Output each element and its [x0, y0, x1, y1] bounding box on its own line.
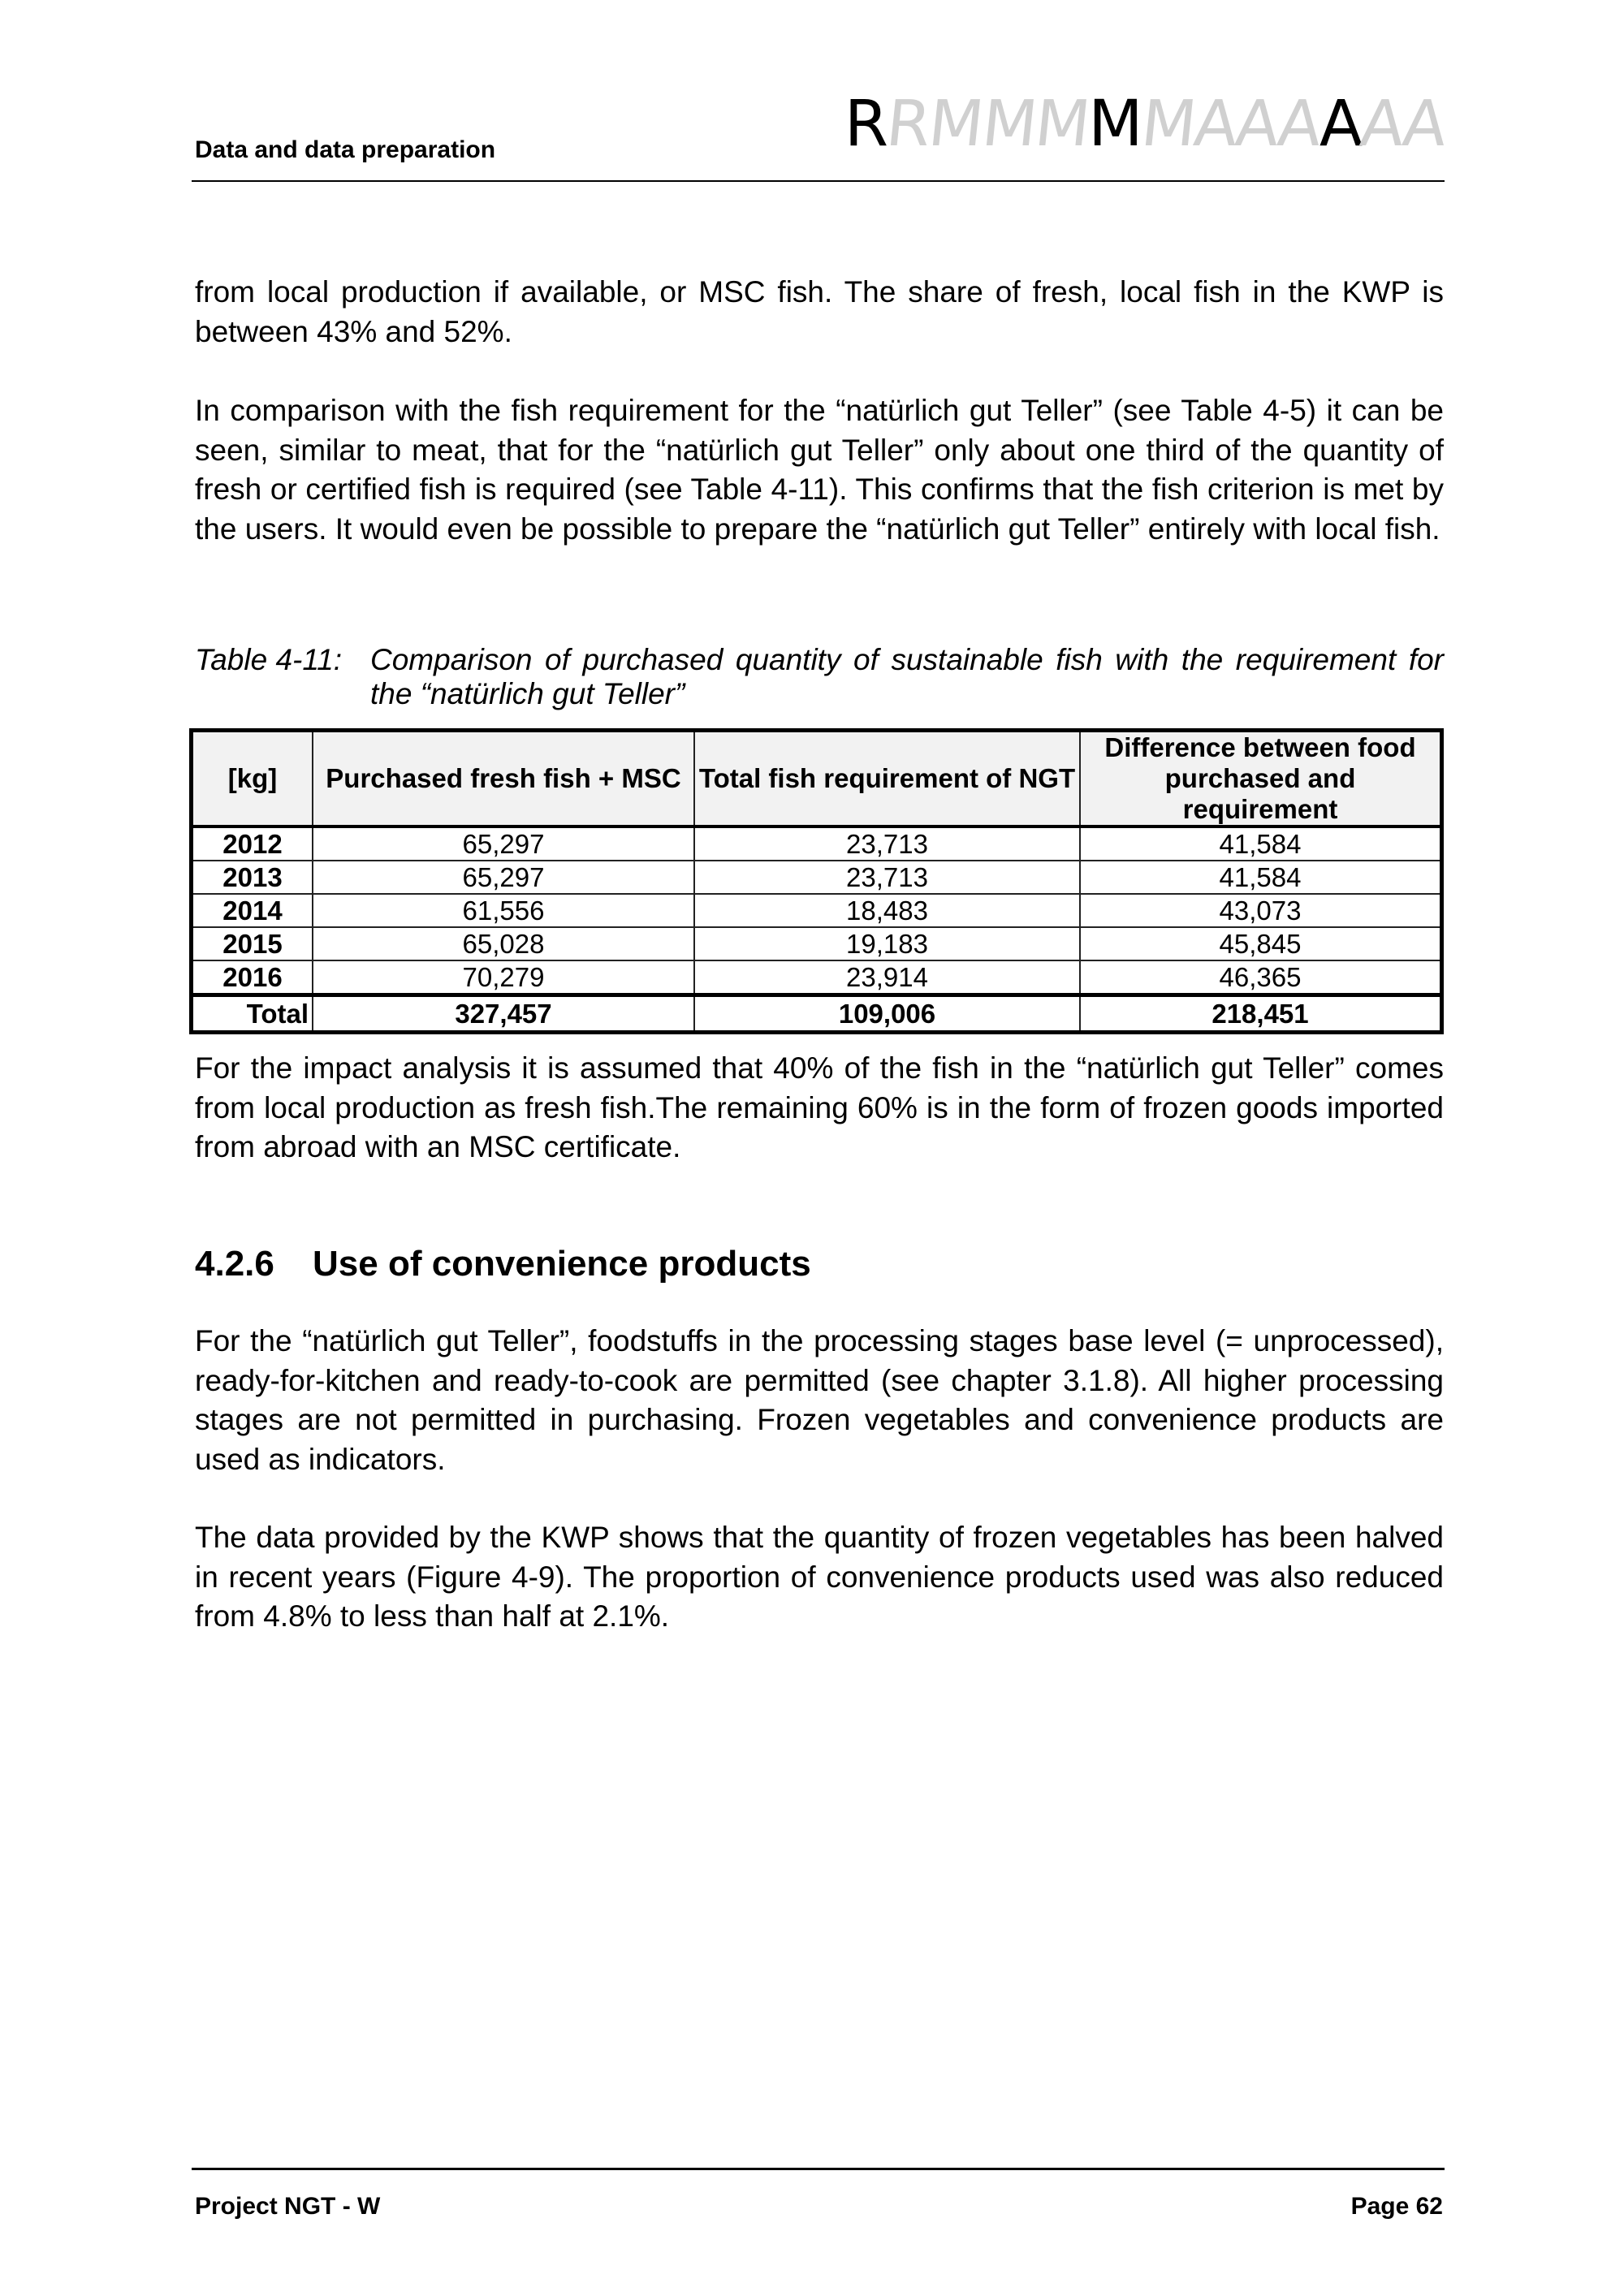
- footer-page-number: Page 62: [1350, 2193, 1443, 2220]
- logo-glyph: A: [1319, 88, 1362, 161]
- total-requirement-cell: 109,006: [694, 995, 1080, 1033]
- logo-glyph: A: [1232, 88, 1282, 161]
- logo-glyph: A: [1357, 88, 1407, 161]
- logo-glyph: M: [1137, 88, 1199, 161]
- total-difference-cell: 218,451: [1080, 995, 1442, 1033]
- requirement-cell: 23,914: [694, 960, 1080, 995]
- table-row: [192, 927, 1442, 960]
- requirement-cell: 18,483: [694, 894, 1080, 927]
- table-row: [192, 861, 1442, 894]
- section-number: 4.2.6: [195, 1244, 274, 1284]
- table-row: [192, 826, 1442, 861]
- table-caption: [195, 643, 1444, 711]
- difference-cell: 41,584: [1080, 826, 1442, 861]
- column-header-unit: [kg]: [192, 731, 313, 827]
- year-cell: 2016: [192, 960, 313, 995]
- difference-cell: 46,365: [1080, 960, 1442, 995]
- total-label-cell: Total: [192, 995, 313, 1033]
- column-header-requirement: Total fish requirement of NGT: [694, 731, 1080, 827]
- purchased-cell: 65,028: [313, 927, 694, 960]
- section-heading: [195, 1244, 811, 1284]
- difference-cell: 41,584: [1080, 861, 1442, 894]
- year-cell: 2013: [192, 861, 313, 894]
- logo-glyph: M: [1088, 88, 1142, 161]
- body-paragraph-1: from local production if available, or MSC fish. The share of fresh, local fish in the KWP is between 43% and 52%.: [195, 275, 1444, 348]
- page-footer: [192, 2168, 1445, 2227]
- footer-project-name: Project NGT - W: [195, 2193, 381, 2220]
- logo-glyph: M: [978, 88, 1039, 161]
- requirement-cell: 19,183: [694, 927, 1080, 960]
- logo-glyph: A: [1190, 88, 1240, 161]
- body-paragraph-2: In comparison with the fish requirement for the “natürlich gut Teller” (see Table 4-5) it can be seen, similar to meat, that for the “natürlich gut Teller” only about one third of the quantity of fresh or certified fish is required (see Table 4-11). This confirms that the fish criterion is met by the users. It would even be possible to prepare the “natürlich gut Teller” entirely with local fish.: [195, 394, 1444, 546]
- page-header: [192, 88, 1449, 182]
- year-cell: 2012: [192, 826, 313, 861]
- total-purchased-cell: 327,457: [313, 995, 694, 1033]
- table-header-row: [192, 731, 1442, 827]
- logo-glyph: M: [1031, 88, 1092, 161]
- logo-glyph: A: [1273, 88, 1324, 161]
- year-cell: 2014: [192, 894, 313, 927]
- difference-cell: 43,073: [1080, 894, 1442, 927]
- purchased-cell: 61,556: [313, 894, 694, 927]
- table-total-row: [192, 995, 1442, 1033]
- column-header-purchased: Purchased fresh fish + MSC: [313, 731, 694, 827]
- body-paragraph-4: For the “natürlich gut Teller”, foodstuffs in the processing stages base level (= unprocessed), ready-for-kitchen and ready-to-cook are permitted (see chapter 3.1.8). All higher processing stages are not permitted in purchasing. Frozen vegetables and convenience products are used as indicators.: [195, 1324, 1444, 1476]
- logo-glyph: M: [925, 88, 987, 161]
- table-caption-label: Table 4-11:: [195, 643, 343, 676]
- company-logo: [844, 88, 1449, 161]
- column-header-difference: Difference between food purchased and requirement: [1080, 731, 1442, 827]
- body-paragraph-3: For the impact analysis it is assumed that 40% of the fish in the “natürlich gut Teller” comes from local production as fresh fish.The remaining 60% is in the form of frozen goods imported from abroad with an MSC certificate.: [195, 1051, 1444, 1163]
- requirement-cell: 23,713: [694, 826, 1080, 861]
- purchased-cell: 65,297: [313, 826, 694, 861]
- body-paragraph-5: The data provided by the KWP shows that the quantity of frozen vegetables has been halved in recent years (Figure 4-9). The proportion of convenience products used was also reduced from 4.8% to less than half at 2.1%.: [195, 1521, 1444, 1633]
- logo-glyph: A: [1398, 88, 1449, 161]
- table-caption-text: Comparison of purchased quantity of sustainable fish with the requirement for the “natürlich gut Teller”: [370, 643, 1444, 710]
- fish-comparison-table: [189, 728, 1444, 1034]
- logo-glyph: R: [844, 88, 888, 161]
- running-header-title: Data and data preparation: [195, 136, 496, 163]
- section-title: Use of convenience products: [313, 1244, 811, 1284]
- table-row: [192, 894, 1442, 927]
- purchased-cell: 65,297: [313, 861, 694, 894]
- requirement-cell: 23,713: [694, 861, 1080, 894]
- purchased-cell: 70,279: [313, 960, 694, 995]
- logo-glyph: R: [883, 88, 934, 161]
- year-cell: 2015: [192, 927, 313, 960]
- difference-cell: 45,845: [1080, 927, 1442, 960]
- table-row: [192, 960, 1442, 995]
